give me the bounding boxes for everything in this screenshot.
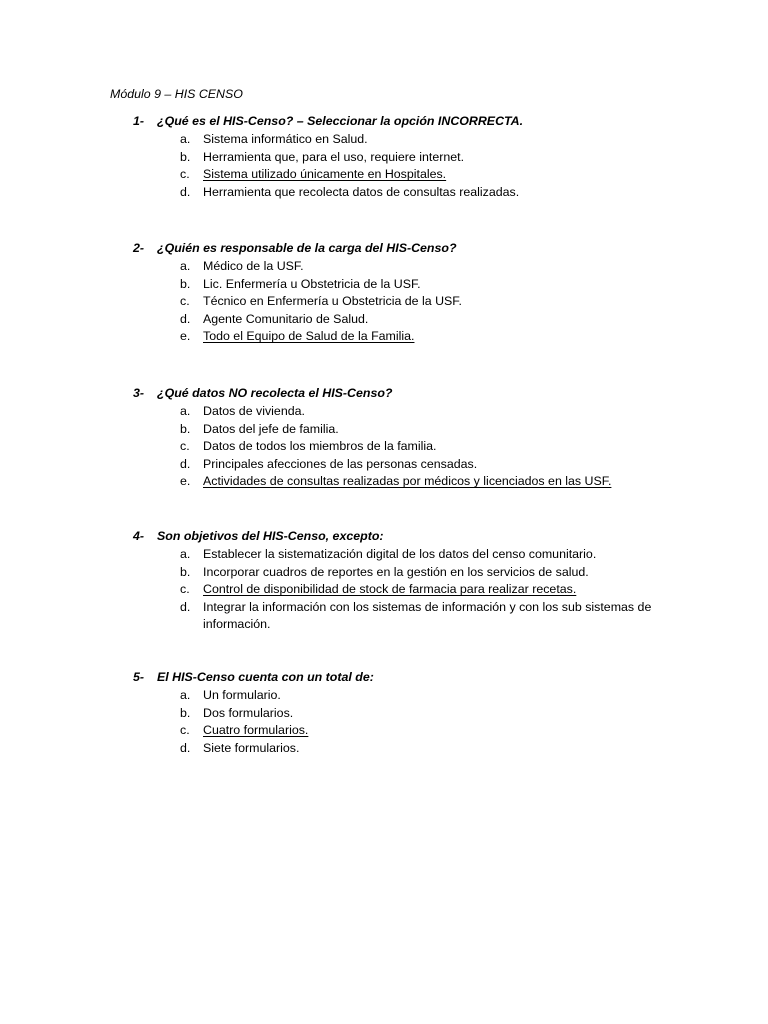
option-letter: d. — [180, 184, 191, 199]
option-text: Dos formularios. — [203, 705, 294, 720]
option-letter: c. — [180, 723, 190, 738]
correct-answer-text: Sistema utilizado únicamente en Hospitales. — [203, 167, 447, 182]
option-letter: e. — [180, 474, 191, 489]
option-c — [0, 438, 768, 456]
option-text: Siete formularios. — [203, 740, 300, 755]
option-text: Lic. Enfermería u Obstetricia de la USF. — [203, 276, 421, 291]
option-letter: b. — [180, 705, 191, 720]
option-letter: c. — [180, 439, 190, 454]
option-letter: d. — [180, 740, 191, 755]
option-text: Incorporar cuadros de reportes en la gestión en los servicios de salud. — [203, 564, 589, 579]
option-c-correct — [0, 166, 768, 184]
question-1 — [0, 113, 768, 201]
question-number: 2- — [133, 241, 145, 255]
option-letter: a. — [180, 547, 191, 561]
option-b — [0, 149, 768, 167]
page-title: Módulo 9 – HIS CENSO — [110, 87, 243, 101]
option-list — [0, 403, 768, 491]
option-text: Agente Comunitario de Salud. — [203, 311, 369, 326]
option-letter: c. — [180, 582, 190, 597]
option-c — [0, 293, 768, 311]
option-text: Integrar la información con los sistemas de información y con los sub sistemas de información. — [203, 599, 652, 632]
option-b — [0, 564, 768, 582]
option-list — [0, 687, 768, 757]
question-number: 4- — [133, 529, 145, 543]
option-list — [0, 258, 768, 346]
option-a — [0, 546, 768, 564]
option-text: Principales afecciones de las personas censadas. — [203, 456, 478, 471]
option-text: Herramienta que recolecta datos de consultas realizadas. — [203, 184, 520, 199]
option-b — [0, 705, 768, 723]
option-d — [0, 456, 768, 474]
option-letter: b. — [180, 421, 191, 436]
question-heading — [0, 113, 768, 130]
correct-answer-text: Actividades de consultas realizadas por médicos y licenciados en las USF. — [203, 474, 612, 489]
option-letter: d. — [180, 456, 191, 471]
option-a — [0, 687, 768, 705]
option-a — [0, 131, 768, 149]
question-text: ¿Qué es el HIS-Censo? – Seleccionar la opción INCORRECTA. — [157, 114, 524, 128]
question-3 — [0, 385, 768, 491]
option-letter: b. — [180, 276, 191, 291]
question-4 — [0, 528, 768, 634]
question-heading — [0, 669, 768, 686]
question-5 — [0, 669, 768, 757]
option-d — [0, 599, 768, 634]
option-d — [0, 184, 768, 202]
option-c-correct — [0, 581, 768, 599]
option-list — [0, 546, 768, 634]
option-letter: d. — [180, 311, 191, 326]
option-c-correct — [0, 722, 768, 740]
option-text: Técnico en Enfermería u Obstetricia de la USF. — [203, 294, 462, 309]
option-e-correct — [0, 473, 768, 491]
option-b — [0, 276, 768, 294]
option-text: Un formulario. — [203, 688, 281, 702]
option-a — [0, 403, 768, 421]
option-letter: d. — [180, 599, 191, 614]
option-letter: a. — [180, 259, 191, 273]
option-letter: a. — [180, 132, 191, 146]
option-b — [0, 421, 768, 439]
option-letter: c. — [180, 294, 190, 309]
option-text: Sistema informático en Salud. — [203, 132, 368, 146]
option-letter: b. — [180, 149, 191, 164]
question-text: El HIS-Censo cuenta con un total de: — [157, 670, 374, 684]
question-2 — [0, 240, 768, 346]
option-letter: e. — [180, 329, 191, 344]
question-number: 1- — [133, 114, 145, 128]
correct-answer-text: Todo el Equipo de Salud de la Familia. — [203, 329, 415, 344]
question-heading — [0, 240, 768, 257]
question-heading — [0, 528, 768, 545]
correct-answer-text: Cuatro formularios. — [203, 723, 309, 738]
option-text: Médico de la USF. — [203, 259, 304, 273]
question-heading — [0, 385, 768, 402]
option-letter: b. — [180, 564, 191, 579]
option-letter: c. — [180, 167, 190, 182]
question-text: Son objetivos del HIS-Censo, excepto: — [157, 529, 384, 543]
question-text: ¿Qué datos NO recolecta el HIS-Censo? — [157, 386, 393, 400]
option-a — [0, 258, 768, 276]
question-text: ¿Quién es responsable de la carga del HIS-Censo? — [157, 241, 457, 255]
option-text: Herramienta que, para el uso, requiere internet. — [203, 149, 465, 164]
option-e-correct — [0, 328, 768, 346]
option-letter: a. — [180, 404, 191, 418]
option-list — [0, 131, 768, 201]
question-number: 5- — [133, 670, 145, 684]
correct-answer-text: Control de disponibilidad de stock de farmacia para realizar recetas. — [203, 582, 577, 597]
option-d — [0, 740, 768, 758]
option-text: Establecer la sistematización digital de los datos del censo comunitario. — [203, 547, 597, 561]
option-text: Datos de vivienda. — [203, 404, 305, 418]
option-text: Datos del jefe de familia. — [203, 421, 339, 436]
option-text: Datos de todos los miembros de la familia. — [203, 439, 437, 454]
option-letter: a. — [180, 688, 191, 702]
question-number: 3- — [133, 386, 145, 400]
option-d — [0, 311, 768, 329]
